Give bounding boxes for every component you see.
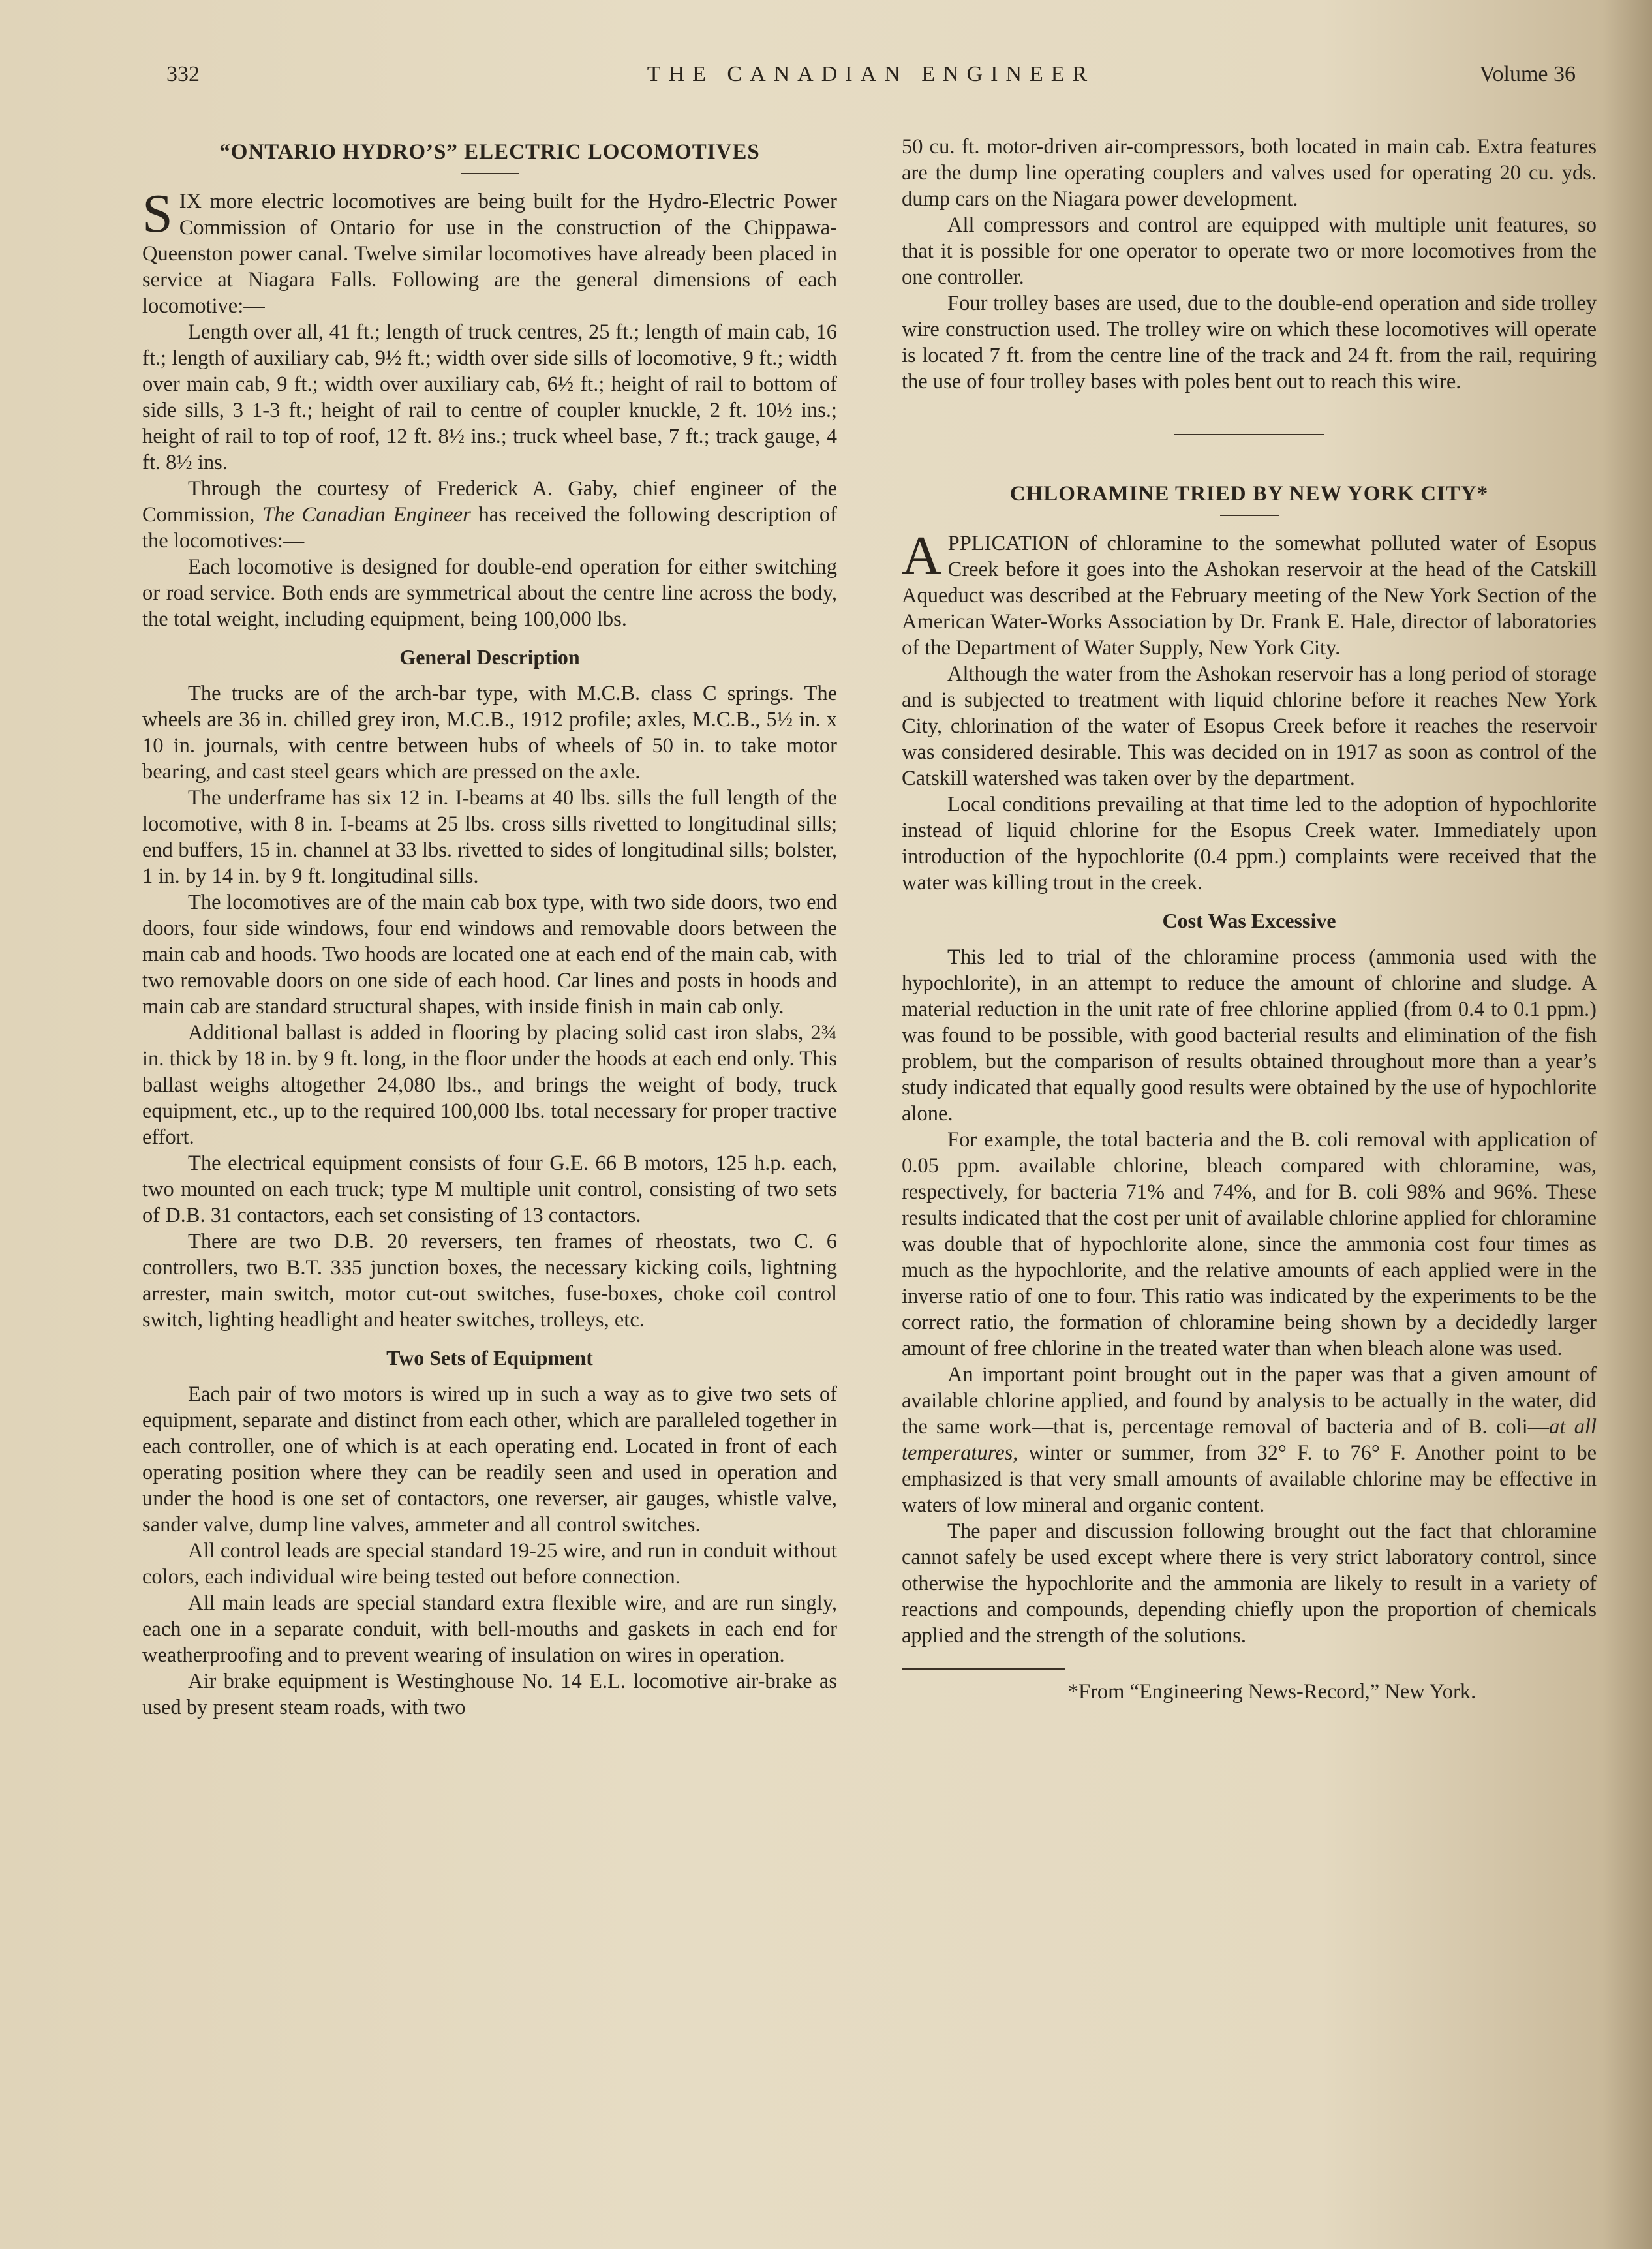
paragraph: Through the courtesy of Frederick A. Gaby, chief engineer of the Commission, The Canadian Engineer has received the following description of the locomotives:—	[142, 477, 837, 553]
paragraph: Local conditions prevailing at that time led to the adoption of hypochlorite instead of liquid chlorine for the Esopus Creek water. Immediately upon introduction of the hypochlorite (0.4 ppm.) complaints were received that the water was killing trout in the creek.	[902, 793, 1597, 895]
paragraph: An important point brought out in the paper was that a given amount of available chlorine applied, and found by analysis to be actually in the water, did the same work—that is, percentage removal of bacteria and of B. coli—at all temperatures, winter or summer, from 32° F. to 76° F. Another point to be emphasized is that very small amounts of available chlorine may be effective in waters of low mineral and organic content.	[902, 1363, 1597, 1517]
paragraph: All control leads are special standard 19-25 wire, and run in conduit without colors, each individual wire being tested out before connection.	[142, 1539, 837, 1589]
paragraph: Length over all, 41 ft.; length of truck centres, 25 ft.; length of main cab, 16 ft.; length of auxiliary cab, 9½ ft.; width over side sills of locomotive, 9 ft.; width over main cab, 9 ft.; width over auxiliary cab, 6½ ft.; height of rail to bottom of side sills, 3 1-3 ft.; height of rail to centre of coupler knuckle, 2 ft. 10½ ins.; height of rail to top of roof, 12 ft. 8½ ins.; truck wheel base, 7 ft.; track gauge, 4 ft. 8½ ins.	[142, 320, 837, 474]
paragraph: The trucks are of the arch-bar type, with M.C.B. class C springs. The wheels are 36 in. chilled grey iron, M.C.B., 1912 profile; axles, M.C.B., 5½ in. x 10 in. journals, with centre between hubs of wheels of 50 in. to take motor bearing, and cast steel gears which are pressed on the axle.	[142, 682, 837, 784]
article-title: CHLORAMINE TRIED BY NEW YORK CITY*	[1009, 482, 1489, 506]
drop-cap: S	[142, 183, 173, 244]
section-heading: Cost Was Excessive	[1162, 909, 1336, 932]
right-column	[902, 134, 1597, 1705]
paragraph: The paper and discussion following brought out the fact that chloramine cannot safely be used except where there is very strict laboratory control, since otherwise the hypochlorite and the ammonia are likely to result in a variety of reactions and compounds, depending chiefly upon the proportion of chemicals applied and the strength of the solutions.	[902, 1520, 1597, 1647]
paragraph: Four trolley bases are used, due to the double-end operation and side trolley wire construction used. The trolley wire on which these locomotives will operate is located 7 ft. from the centre line of the track and 24 ft. from the rail, requiring the use of four trolley bases with poles bent out to reach this wire.	[902, 292, 1597, 393]
paragraph: Air brake equipment is Westinghouse No. 14 E.L. locomotive air-brake as used by present steam roads, with two	[142, 1670, 837, 1719]
left-column	[142, 134, 837, 1721]
paragraph: 50 cu. ft. motor-driven air-compressors, both located in main cab. Extra features are the dump line operating couplers and valves used for operating 20 cu. yds. dump cars on the Niagara power development.	[902, 135, 1597, 211]
paragraph: SIX more electric locomotives are being built for the Hydro-Electric Power Commission of Ontario for use in the construction of the Chippawa-Queenston power canal. Twelve similar locomotives have already been placed in service at Niagara Falls. Following are the general dimensions of each locomotive:—	[142, 183, 837, 318]
paragraph: Each pair of two motors is wired up in such a way as to give two sets of equipment, separate and distinct from each other, which are paralleled together in each controller, one of which is at each operating end. Located in front of each operating position where they can be readily seen and used in operation and under the hood is one set of contactors, one reverser, air gauges, whistle valve, sander valve, dump line valves, ammeter and all control switches.	[142, 1383, 837, 1537]
article-title: “ONTARIO HYDRO’S” ELECTRIC LOCOMOTIVES	[219, 140, 760, 164]
footnote: *From “Engineering News-Record,” New York.	[1067, 1680, 1476, 1704]
paragraph: All main leads are special standard extra flexible wire, and are run singly, each one in a separate conduit, with bell-mouths and gaskets in each end for weatherproofing and to prevent wearing of insulation on wires in operation.	[142, 1591, 837, 1667]
drop-cap: A	[902, 525, 941, 586]
paragraph: This led to trial of the chloramine process (ammonia used with the hypochlorite), in an attempt to reduce the amount of chlorine and sludge. A material reduction in the unit rate of free chlorine applied (from 0.4 to 0.1 ppm.) was found to be possible, with good bacterial results and elimination of the fish problem, but the comparison of results obtained throughout more than a year’s study indicated that equally good results were obtained by the use of hypochlorite alone.	[902, 945, 1597, 1125]
journal-title: THE CANADIAN ENGINEER	[647, 62, 1095, 86]
article-separator	[1174, 434, 1324, 435]
paragraph: The underframe has six 12 in. I-beams at 40 lbs. sills the full length of the locomotive, with 8 in. I-beams at 25 lbs. cross sills rivetted to longitudinal sills; end buffers, 15 in. channel at 33 lbs. rivetted to sides of longitudinal sills; bolster, 1 in. by 14 in. by 9 ft. longitudinal sills.	[142, 786, 837, 888]
paragraph: Each locomotive is designed for double-end operation for either switching or road service. Both ends are symmetrical about the centre line across the body, the total weight, including equipment, being 100,000 lbs.	[142, 555, 837, 631]
page-number: 332	[166, 62, 200, 86]
paragraph: The locomotives are of the main cab box type, with two side doors, two end doors, four side windows, four end windows and removable doors between the main cab and hoods. Two hoods are located one at each end of the main cab, with two removable doors on one side of each hood. Car lines and posts in hoods and main cab are standard structural shapes, with inside finish in main cab only.	[142, 891, 837, 1018]
page-header	[166, 62, 1576, 101]
paragraph: Additional ballast is added in flooring by placing solid cast iron slabs, 2¾ in. thick by 18 in. by 9 ft. long, in the floor under the hoods at each end only. This ballast weighs altogether 24,080 lbs., and brings the weight of body, truck equipment, etc., up to the required 100,000 lbs. total necessary for proper tractive effort.	[142, 1021, 837, 1149]
title-rule	[1220, 515, 1279, 516]
paragraph: All compressors and control are equipped with multiple unit features, so that it is possible for one operator to operate two or more locomotives from the one controller.	[902, 213, 1597, 289]
title-rule	[461, 173, 519, 174]
section-heading: Two Sets of Equipment	[386, 1346, 593, 1369]
paragraph: The electrical equipment consists of four G.E. 66 B motors, 125 h.p. each, two mounted on each truck; type M multiple unit control, consisting of two sets of D.B. 31 contactors, each set consisting of 13 contactors.	[142, 1152, 837, 1227]
section-heading: General Description	[399, 645, 580, 669]
paragraph: APPLICATION of chloramine to the somewhat polluted water of Esopus Creek before it goes into the Ashokan reservoir at the head of the Catskill Aqueduct was described at the February meeting of the New York Section of the American Water-Works Association by Dr. Frank E. Hale, director of laboratories of the Department of Water Supply, New York City.	[902, 525, 1597, 660]
paragraph: There are two D.B. 20 reversers, ten frames of rheostats, two C. 6 controllers, two B.T. 335 junction boxes, the necessary kicking coils, lightning arrester, main switch, motor cut-out switches, fuse-boxes, choke coil control switch, lighting headlight and heater switches, trolleys, etc.	[142, 1230, 837, 1332]
volume-label: Volume 36	[1479, 62, 1576, 86]
footnote-rule	[902, 1668, 1065, 1670]
paragraph: For example, the total bacteria and the B. coli removal with application of 0.05 ppm. available chlorine, bleach compared with chloramine, was, respectively, for bacteria 71% and 74%, and for B. coli 98% and 96%. These results indicated that the cost per unit of available chlorine applied for chloramine was double that of hypochlorite alone, since the ammonia cost four times as much as the hypochlorite, and the relative amounts of each applied were in the inverse ratio of one to four. This ratio was indicated by the experiments to be the correct ratio, the formation of chloramine being shown by a decidedly larger amount of free chlorine in the treated water than when bleach alone was used.	[902, 1128, 1597, 1360]
paragraph: Although the water from the Ashokan reservoir has a long period of storage and is subjected to treatment with liquid chlorine before it reaches New York City, chlorination of the water of Esopus Creek before it reaches the reservoir was considered desirable. This was decided on in 1917 as soon as control of the Catskill watershed was taken over by the department.	[902, 662, 1597, 790]
